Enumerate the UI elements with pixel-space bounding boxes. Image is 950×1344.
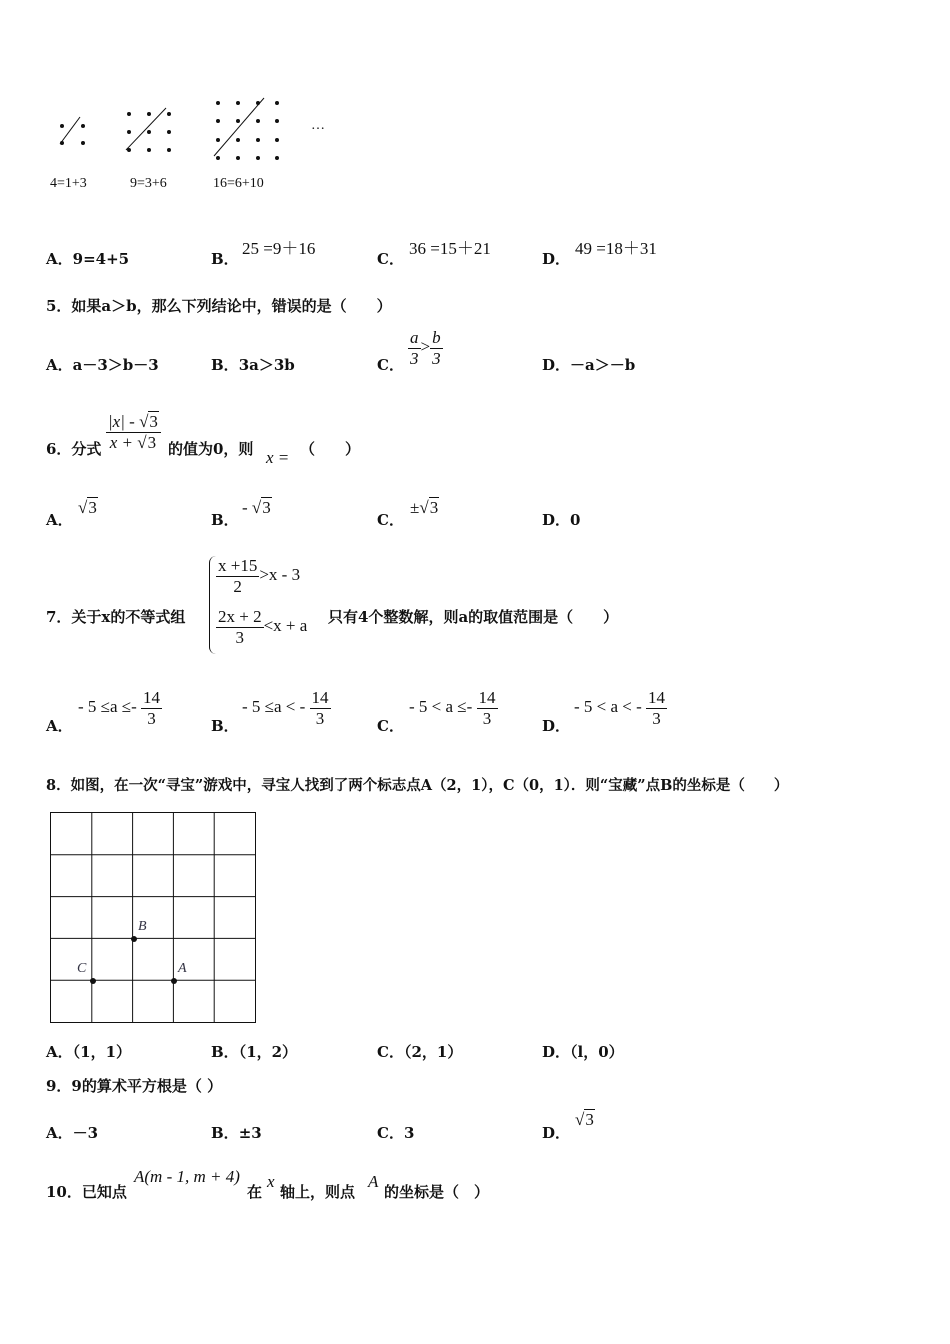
q5-stem: 5．如果a＞b，那么下列结论中，错误的是（ ）: [46, 297, 392, 315]
caption-3: 16=6+10: [213, 176, 264, 191]
q10-suffix: 的坐标是（ ）: [384, 1183, 490, 1201]
q7-option-d-letter[interactable]: D．: [542, 717, 571, 735]
diagonal-line-3: [210, 94, 270, 162]
q9-option-a[interactable]: A．－3: [46, 1124, 99, 1142]
q6-paren: （ ）: [300, 440, 361, 458]
point-a-marker: [171, 978, 177, 984]
diagonal-line-1: [56, 114, 86, 148]
q7-option-a-expr: - 5 ≤a ≤- $\frac{14}{3}$: [78, 688, 161, 728]
point-c-marker: [90, 978, 96, 984]
q9-option-d-expr: √3: [575, 1110, 594, 1129]
q6-option-b-letter[interactable]: B．: [211, 511, 239, 529]
q4-option-b-letter[interactable]: B．: [211, 250, 239, 268]
q4-option-d-letter[interactable]: D．: [542, 250, 571, 268]
q10-axis-var: x: [267, 1172, 275, 1191]
q8-stem: 8．如图，在一次“寻宝”游戏中，寻宝人找到了两个标志点A（2，1），C（0，1）．则“宝藏”点B的坐标是（ ）: [46, 777, 789, 794]
q6-suffix: 的值为0，则: [168, 440, 254, 458]
q10-point-a: A: [368, 1172, 379, 1191]
q7-option-b-expr: - 5 ≤a < - $\frac{14}{3}$: [242, 688, 329, 728]
q6-option-a-letter[interactable]: A．: [46, 511, 73, 529]
q8-option-c[interactable]: C．（2，1）: [377, 1043, 463, 1061]
q8-option-b[interactable]: B．（1，2）: [211, 1043, 298, 1061]
q6-prefix: 6．分式: [46, 440, 102, 458]
point-b-marker: [131, 936, 137, 942]
q10-prefix: 10．已知点: [46, 1183, 127, 1201]
caption-1: 4=1+3: [50, 176, 87, 191]
q6-option-c-letter[interactable]: C．: [377, 511, 404, 529]
q7-suffix: 只有4个整数解，则a的取值范围是（ ）: [328, 608, 619, 626]
point-a-label: A: [178, 961, 187, 976]
q5-option-c-expr: $\frac{a}{3}$ > $\frac{b}{3}$: [410, 328, 441, 368]
point-c-label: C: [77, 961, 87, 976]
caption-2: 9=3+6: [130, 176, 167, 191]
q10-mid2: 轴上，则点: [280, 1183, 356, 1201]
q7-option-a-letter[interactable]: A．: [46, 717, 73, 735]
q4-option-b-expr: 25 =9＋16: [242, 239, 316, 258]
diagonal-line-2: [122, 104, 172, 154]
q6-option-d[interactable]: D．0: [542, 511, 581, 529]
q6-option-a-expr: √3: [78, 498, 97, 517]
q9-option-c[interactable]: C．3: [377, 1124, 415, 1142]
q9-option-d-letter[interactable]: D．: [542, 1124, 571, 1142]
q4-option-c-expr: 36 =15＋21: [409, 239, 491, 258]
q10-mid1: 在: [247, 1183, 263, 1201]
q7-option-d-expr: - 5 < a < - $\frac{14}{3}$: [574, 688, 666, 728]
q9-option-b[interactable]: B．±3: [211, 1124, 262, 1142]
q6-option-b-expr: - √3: [242, 498, 271, 517]
q6-fraction: $\frac{|x| - √3}{x + √3}$: [106, 412, 161, 452]
q7-inequality-1: $\frac{x +15}{2}$ >x - 3: [218, 556, 301, 596]
q7-prefix: 7．关于x的不等式组: [46, 608, 186, 626]
q4-option-d-expr: 49 =18＋31: [575, 239, 657, 258]
q4-option-c-letter[interactable]: C．: [377, 250, 404, 268]
q10-point-expr: A(m - 1, m + 4): [134, 1167, 240, 1186]
q4-option-a[interactable]: A．9=4+5: [46, 250, 130, 268]
q7-option-b-letter[interactable]: B．: [211, 717, 239, 735]
q6-option-c-expr: ±√3: [410, 498, 439, 517]
treasure-grid: [50, 812, 256, 1023]
system-brace: [209, 556, 216, 654]
q7-option-c-expr: - 5 < a ≤- $\frac{14}{3}$: [409, 688, 496, 728]
q7-inequality-2: $\frac{2x + 2}{3}$ <x + a: [218, 607, 308, 647]
grid-lines: [51, 813, 255, 1022]
q7-option-c-letter[interactable]: C．: [377, 717, 404, 735]
q5-option-d[interactable]: D．－a＞－b: [542, 356, 636, 374]
ellipsis: …: [311, 118, 325, 133]
q6-variable: x =: [266, 448, 290, 467]
q8-option-a[interactable]: A．（1，1）: [46, 1043, 132, 1061]
point-b-label: B: [138, 919, 147, 934]
q5-option-b[interactable]: B．3a＞3b: [211, 356, 295, 374]
q8-option-d[interactable]: D．（l，0）: [542, 1043, 624, 1061]
q5-option-a[interactable]: A．a－3＞b－3: [46, 356, 159, 374]
q5-option-c-letter[interactable]: C．: [377, 356, 404, 374]
q9-stem: 9．9的算术平方根是（ ）: [46, 1077, 223, 1095]
